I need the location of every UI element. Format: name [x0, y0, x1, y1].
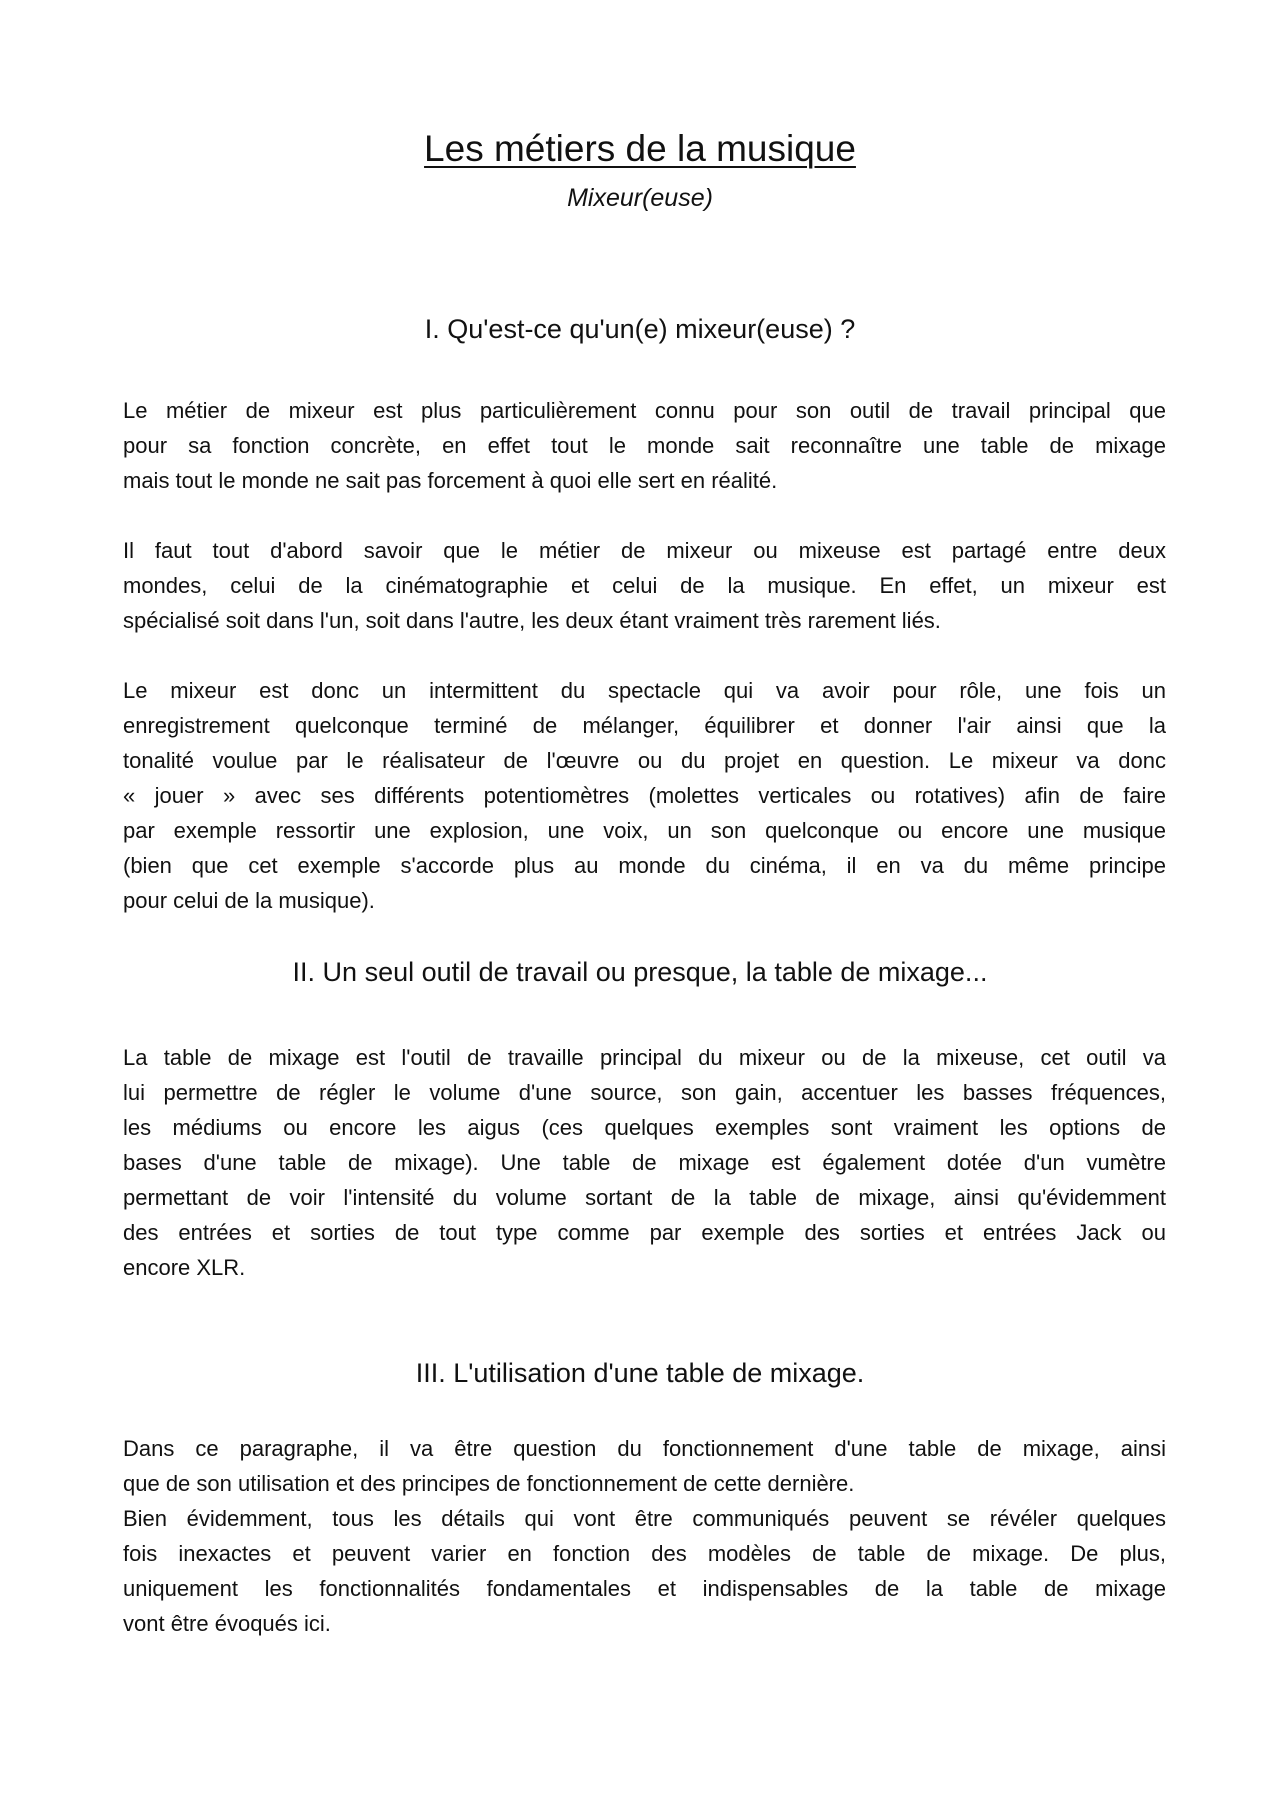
section-heading: III. L'utilisation d'une table de mixage.	[415, 1358, 865, 1388]
text-line: permettant de voir l'intensité du volume sortant de la table de mixage, ainsi qu'évidemment	[123, 1185, 1166, 1210]
text-line: tonalité voulue par le réalisateur de l'œuvre ou du projet en question. Le mixeur va donc	[123, 748, 1166, 773]
paragraph	[123, 533, 1166, 638]
text-line: lui permettre de régler le volume d'une source, son gain, accentuer les basses fréquences,	[123, 1080, 1166, 1105]
text-line: que de son utilisation et des principes de fonctionnement de cette dernière.	[123, 1471, 855, 1496]
text-line: vont être évoqués ici.	[123, 1611, 331, 1636]
paragraph	[123, 673, 1166, 918]
text-line: pour sa fonction concrète, en effet tout le monde sait reconnaître une table de mixage	[123, 433, 1166, 458]
text-line: bases d'une table de mixage). Une table de mixage est également dotée d'un vumètre	[123, 1150, 1166, 1175]
paragraph	[123, 1431, 1166, 1641]
text-line: Le mixeur est donc un intermittent du spectacle qui va avoir pour rôle, une fois un	[123, 678, 1166, 703]
text-line: encore XLR.	[123, 1255, 246, 1280]
text-line: les médiums ou encore les aigus (ces quelques exemples sont vraiment les options de	[123, 1115, 1166, 1140]
text-line: Il faut tout d'abord savoir que le métier de mixeur ou mixeuse est partagé entre deux	[123, 538, 1166, 563]
text-line: Dans ce paragraphe, il va être question du fonctionnement d'une table de mixage, ainsi	[123, 1436, 1166, 1461]
text-line: Bien évidemment, tous les détails qui vont être communiqués peuvent se révéler quelques	[123, 1506, 1166, 1531]
text-line: spécialisé soit dans l'un, soit dans l'autre, les deux étant vraiment très rarement liés.	[123, 608, 941, 633]
section-heading: I. Qu'est-ce qu'un(e) mixeur(euse) ?	[424, 314, 856, 344]
text-line: uniquement les fonctionnalités fondamentales et indispensables de la table de mixage	[123, 1576, 1166, 1601]
paragraph	[123, 393, 1166, 498]
text-line: enregistrement quelconque terminé de mélanger, équilibrer et donner l'air ainsi que la	[123, 713, 1166, 738]
text-line: par exemple ressortir une explosion, une voix, un son quelconque ou encore une musique	[123, 818, 1166, 843]
document-title: Les métiers de la musique	[424, 128, 856, 169]
text-line: fois inexactes et peuvent varier en fonction des modèles de table de mixage. De plus,	[123, 1541, 1166, 1566]
text-line: mais tout le monde ne sait pas forcement à quoi elle sert en réalité.	[123, 468, 778, 493]
text-line: des entrées et sorties de tout type comme par exemple des sorties et entrées Jack ou	[123, 1220, 1166, 1245]
text-line: pour celui de la musique).	[123, 888, 375, 913]
paragraph	[123, 1040, 1166, 1285]
text-line: Le métier de mixeur est plus particulièrement connu pour son outil de travail principal que	[123, 398, 1166, 423]
text-line: « jouer » avec ses différents potentiomètres (molettes verticales ou rotatives) afin de faire	[123, 783, 1166, 808]
text-line: mondes, celui de la cinématographie et celui de la musique. En effet, un mixeur est	[123, 573, 1166, 598]
document-subtitle: Mixeur(euse)	[567, 184, 713, 212]
section-heading: II. Un seul outil de travail ou presque, la table de mixage...	[292, 957, 988, 987]
text-line: La table de mixage est l'outil de travaille principal du mixeur ou de la mixeuse, cet outil va	[123, 1045, 1166, 1070]
text-line: (bien que cet exemple s'accorde plus au monde du cinéma, il en va du même principe	[123, 853, 1166, 878]
